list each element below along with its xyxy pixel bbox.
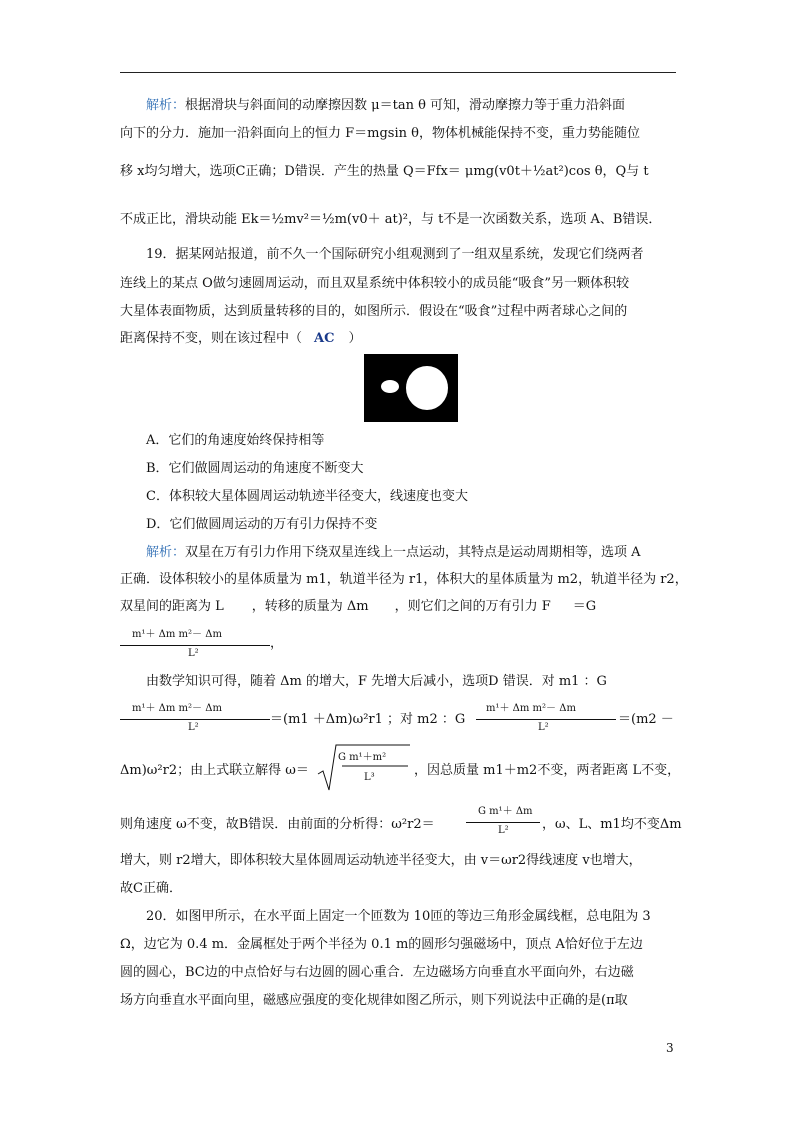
fraction-2-denominator: L² (188, 722, 199, 733)
question-19-line-2: 连线上的某点 O做匀速圆周运动，而且双星系统中体积较小的成员能“吸食”另一颗体积较 (120, 276, 630, 291)
fraction-4-denominator: L² (498, 825, 509, 836)
option-d: D．它们做圆周运动的万有引力保持不变 (146, 517, 378, 532)
question-20-line-2: Ω，边它为 0.4 m．金属框处于两个半径为 0.1 m的圆形匀强磁场中，顶点 A恰好位于左边 (120, 937, 643, 952)
option-a: A．它们的角速度始终保持相等 (146, 433, 325, 448)
solution-line-5: 由数学知识可得，随着 Δm 的增大，F 先增大后减小，选项D 错误．对 m1 ：G (146, 674, 607, 689)
solution-line-2: 正确．设体积较小的星体质量为 m1，轨道半径为 r1，体积大的星体质量为 m2，轨道半径为 r2， (120, 572, 688, 587)
fraction-3-denominator: L² (538, 722, 549, 733)
sqrt-numerator: G m¹＋m² (338, 752, 387, 763)
analysis-line-2: 向下的分力．施加一沿斜面向上的恒力 F＝mgsin θ，物体机械能保持不变，重力势能随位 (120, 126, 640, 141)
question-20-line-4: 场方向垂直水平面向里，磁感应强度的变化规律如图乙所示，则下列说法中正确的是(π取 (120, 993, 628, 1008)
solution-line-1: 解析：双星在万有引力作用下绕双星连线上一点运动，其特点是运动周期相等，选项 A (146, 545, 641, 560)
fraction-4-bar (466, 822, 540, 823)
option-c: C．体积较大星体圆周运动轨迹半径变大，线速度也变大 (146, 489, 468, 504)
fraction-2-bar (120, 719, 270, 720)
analysis-line-3: 移 x均匀增大，选项C正确；D错误．产生的热量 Q＝Ffx＝ μmg(v0t＋½at²)cos θ，Q与 t (120, 164, 649, 179)
fraction-1-denominator: L² (188, 648, 199, 659)
sqrt-denominator: L³ (364, 772, 375, 783)
question-20-line-1: 20．如图甲所示，在水平面上固定一个匝数为 10匝的等边三角形金属线框，总电阻为 3 (146, 909, 651, 924)
fraction-1-bar (120, 645, 270, 646)
solution-line-7b: ，因总质量 m1＋m2不变，两者距离 L不变， (414, 763, 681, 778)
fraction-2-numerator: m¹＋ Δm m²－ Δm (132, 703, 222, 714)
large-star-shape (406, 366, 448, 410)
header-rule (120, 72, 676, 73)
analysis-line-4: 不成正比，滑块动能 Ek＝½mv²＝½m(v0＋ at)²，与 t不是一次函数关系，选项 A、B错误． (120, 212, 662, 227)
question-19-line-1: 19．据某网站报道，前不久一个国际研究小组观测到了一组双星系统，发现它们绕两者 (146, 247, 644, 262)
sqrt-sign-icon (316, 742, 412, 794)
solution-line-3: 双星间的距离为 L ，转移的质量为 Δm ，则它们之间的万有引力 F ＝G (120, 599, 597, 614)
analysis-line-1: 解析：根据滑块与斜面间的动摩擦因数 μ＝tan θ 可知，滑动摩擦力等于重力沿斜面 (146, 98, 626, 113)
small-star-shape (381, 380, 399, 393)
question-20-line-3: 圆的圆心，BC边的中点恰好与右边圆的圆心重合．左边磁场方向垂直水平面向外，右边磁 (120, 965, 634, 980)
page-number: 3 (666, 1041, 674, 1055)
solution-line-10: 故C正确． (120, 881, 182, 896)
fraction-3-numerator: m¹＋ Δm m²－ Δm (486, 703, 576, 714)
fraction-1-tail: ， (270, 636, 284, 651)
fraction-4-numerator: G m¹＋ Δm (478, 806, 533, 817)
solution-line-8b: ，ω、L、m1均不变Δm (542, 817, 682, 832)
solution-line-7a: Δm)ω²r2；由上式联立解得 ω＝ (120, 763, 309, 778)
solution-line-9: 增大，则 r2增大，即体积较大星体圆周运动轨迹半径变大，由 v＝ωr2得线速度 v也增大， (120, 853, 642, 868)
fraction-1-numerator: m¹＋ Δm m²－ Δm (132, 629, 222, 640)
analysis-lead: 解析： (146, 98, 186, 113)
binary-star-figure (364, 354, 458, 422)
answer-mark: AC (314, 331, 335, 346)
question-19-line-3: 大星体表面物质，达到质量转移的目的，如图所示．假设在“吸食”过程中两者球心之间的 (120, 304, 628, 319)
solution-line-8a: 则角速度 ω不变，故B错误．由前面的分析得：ω²r2＝ (120, 817, 435, 832)
solution-line-6b: ＝(m2 － (618, 712, 674, 727)
fraction-3-bar (476, 719, 616, 720)
option-b: B．它们做圆周运动的角速度不断变大 (146, 461, 364, 476)
solution-line-6a: ＝(m1 ＋Δm)ω²r1 ；对 m2 ：G (270, 712, 466, 727)
solution-lead: 解析： (146, 545, 186, 560)
question-19-line-4: 距离保持不变，则在该过程中（ AC ） (120, 331, 362, 346)
